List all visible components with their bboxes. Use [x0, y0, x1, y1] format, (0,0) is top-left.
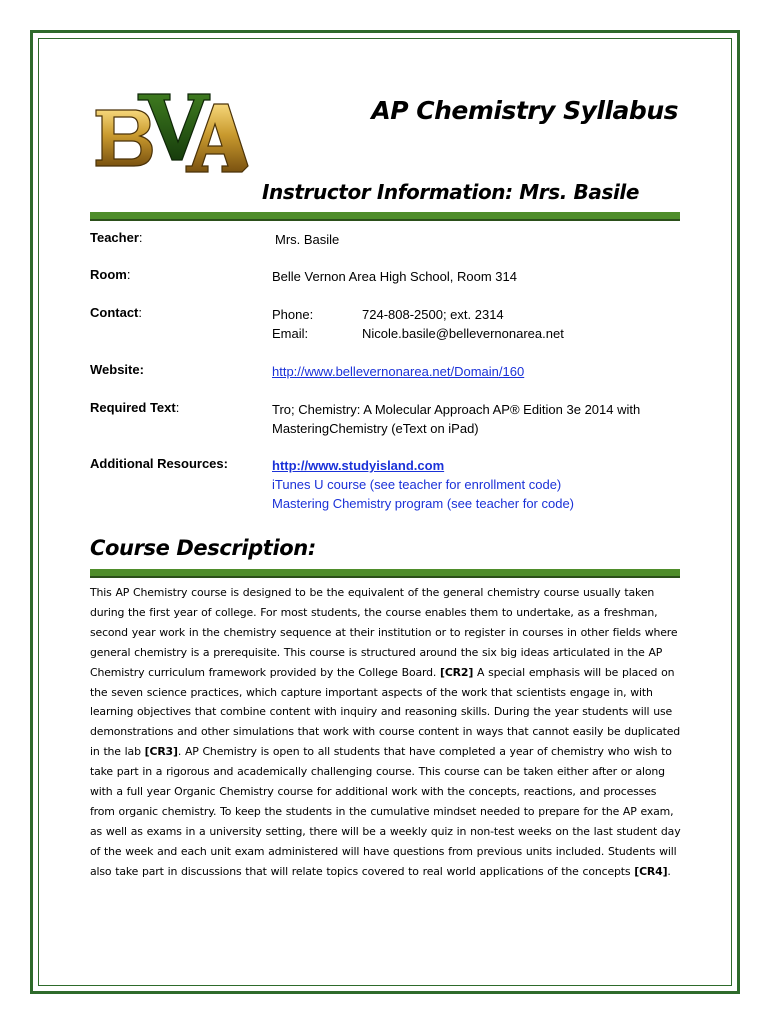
mastering-chemistry-resource[interactable]: Mastering Chemistry program (see teacher for code)	[272, 496, 575, 511]
section-divider	[90, 212, 680, 219]
resources-label: Additional Resources:	[90, 456, 228, 471]
website-link[interactable]: http://www.bellevernonarea.net/Domain/160	[272, 364, 525, 379]
description-part-2: A special emphasis will be placed on the seven science practices, which capture important aspects of the work that scientists engage in, with learning objectives that combine content with inquiry and reasoning skills. During the year students will use demonstrations and other simulations that work with course content in ways that cannot easily be duplicated in the lab	[90, 665, 681, 759]
section-divider	[90, 569, 680, 576]
bva-logo	[90, 90, 250, 180]
instructor-heading: Instructor Information: Mrs. Basile	[262, 180, 640, 204]
cr3-tag: [CR3]	[144, 745, 178, 759]
description-part-1: This AP Chemistry course is designed to be the equivalent of the general chemistry course usually taken during the first year of college. For most students, the course enables them to undertake, as a freshman, second year work in the chemistry sequence at their institution or to register in courses in other fields where general chemistry is a prerequisite. This course is structured around the six big ideas articulated in the AP Chemistry curriculum framework provided by the College Board.	[90, 586, 678, 679]
teacher-value: Mrs. Basile	[275, 232, 340, 247]
itunes-u-resource[interactable]: iTunes U course (see teacher for enrollment code)	[272, 477, 562, 492]
description-part-4: .	[667, 864, 671, 878]
phone-label: Phone:	[272, 307, 314, 322]
course-description-text	[90, 583, 682, 882]
contact-details	[272, 305, 672, 345]
contact-label: Contact:	[90, 305, 143, 320]
teacher-label: Teacher:	[90, 230, 143, 245]
email-label: Email:	[272, 326, 309, 341]
room-label: Room:	[90, 267, 131, 282]
course-description-heading: Course Description:	[90, 536, 316, 560]
required-text-line-1: Tro; Chemistry: A Molecular Approach AP® Edition 3e 2014 with	[272, 402, 641, 417]
required-text-value	[272, 400, 692, 438]
required-text-line-2: MasteringChemistry (eText on iPad)	[272, 421, 479, 436]
page-title: AP Chemistry Syllabus	[371, 96, 678, 125]
studyisland-link[interactable]: http://www.studyisland.com	[272, 458, 445, 473]
email-value: Nicole.basile@bellevernonarea.net	[362, 326, 564, 341]
phone-value: 724-808-2500; ext. 2314	[362, 307, 504, 322]
description-part-3: . AP Chemistry is open to all students that have completed a year of chemistry who wish to take part in a rigorous and academically challenging course. This course can be taken either after or along with a full year Organic Chemistry course for additional work with the concepts, reactions, and processes from organic chemistry. To keep the students in the cumulative mindset needed to prepare for the AP exam, as well as exams in a university setting, there will be a weekly quiz in non-test weeks on the last student day of the week and each unit exam administered will have questions from previous units included. Students will also take part in discussions that will relate topics covered to real world applications of the concepts	[90, 745, 681, 878]
resources-list	[272, 456, 692, 513]
cr4-tag: [CR4]	[634, 864, 668, 878]
website-label: Website:	[90, 362, 144, 377]
required-text-label: Required Text:	[90, 400, 180, 415]
room-value: Belle Vernon Area High School, Room 314	[272, 269, 517, 284]
cr2-tag: [CR2]	[440, 665, 474, 679]
